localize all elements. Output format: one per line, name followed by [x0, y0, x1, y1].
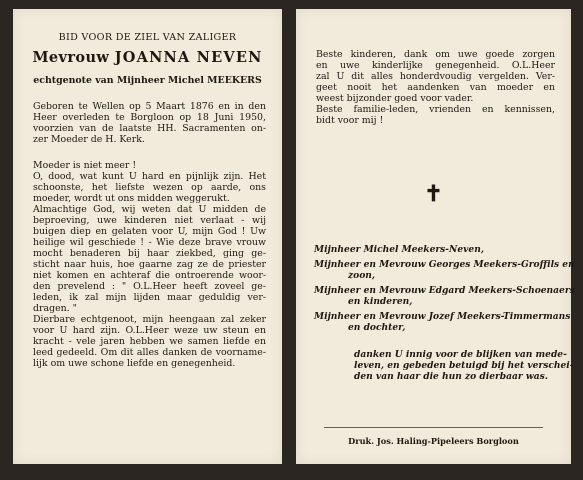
intro-line: Beste kinderen, dank om uwe goede zorgen: [316, 49, 555, 60]
thanks-line: danken U innig voor de blijken van mede-: [354, 349, 567, 360]
name-main: JOANNA NEVEN: [114, 49, 263, 66]
thanks-line: den van haar die hun zo dierbaar was.: [354, 371, 548, 382]
body-line: sticht naar huis, hoe gaarne zag ze de priester: [33, 259, 266, 270]
left-card: [13, 9, 282, 464]
birth-line: Geboren te Wellen op 5 Maart 1876 en in den: [33, 101, 266, 112]
body-line: mocht benaderen bij haar ziekbed, ging ge-: [33, 248, 266, 259]
body-line: schoonste, het liefste wezen op aarde, ons: [33, 182, 266, 193]
birth-line: zer Moeder de H. Kerk.: [33, 134, 145, 145]
family-line: en dochter,: [348, 322, 406, 333]
body-line: leed gedeeld. Om dit alles danken de voorname-: [33, 347, 266, 358]
body-line: heilige wil geschiede ! - Wie deze brave vrouw: [33, 237, 266, 248]
intro-line: geet nooit het aandenken van moeder en: [316, 82, 555, 93]
printer-credit: Druk. Jos. Haling-Pipeleers Borgloon: [348, 436, 519, 446]
cross-icon: ✝: [424, 181, 443, 207]
spouse-line: echtgenote van Mijnheer Michel MEEKERS: [33, 75, 262, 86]
body-line: Almachtige God, wij weten dat U midden de: [33, 204, 266, 215]
body-line: O, dood, wat kunt U hard en pijnlijk zijn. Het: [33, 171, 266, 182]
body-line: kracht - vele jaren hebben we samen liefde en: [33, 336, 266, 347]
intro-line: bidt voor mij !: [316, 115, 384, 126]
body-line: moeder, wordt ut ons midden weggerukt.: [33, 193, 230, 204]
body-line: beproeving, uwe kinderen niet verlaat - wij: [33, 215, 266, 226]
body-line: niet komen en achteraf die ontroerende woor-: [33, 270, 266, 281]
intro-line: zal U dit alles honderdvoudig vergelden. Ver-: [316, 71, 555, 82]
body-line: dragen. ": [33, 303, 77, 314]
birth-line: Heer overleden te Borgloon op 18 Juni 1950,: [33, 112, 266, 123]
body-line: lijk om uwe schone liefde en genegenheid.: [33, 358, 236, 369]
prayer-header: BID VOOR DE ZIEL VAN ZALIGER: [58, 32, 237, 43]
intro-line: en uwe kinderlijke genegenheid. O.L.Heer: [316, 60, 555, 71]
thanks-line: leven, en gebeden betuigd bij het verschei-: [354, 360, 574, 371]
intro-line: weest bijzonder goed voor vader.: [316, 93, 474, 104]
family-line: Mijnheer en Mevrouw Jozef Meekers-Timmermans: [314, 311, 571, 322]
family-line: zoon,: [348, 270, 376, 281]
intro-line: Beste familie-leden, vrienden en kennissen,: [316, 104, 555, 115]
body-line: leden, ik zal mijn lijden maar geduldig ver-: [33, 292, 266, 303]
family-line: Mijnheer en Mevrouw Georges Meekers-Groffils en: [314, 259, 575, 270]
body-line: den prevelend : " O.L.Heer heeft zoveel ge-: [33, 281, 266, 292]
body-line: buigen diep en gelaten voor U, mijn God ! Uw: [33, 226, 266, 237]
family-line: Mijnheer Michel Meekers-Neven,: [314, 244, 484, 255]
right-card-content: [306, 19, 575, 456]
name-prefix: Mevrouw: [32, 49, 110, 66]
left-card-content: [23, 19, 272, 456]
body-line: Dierbare echtgenoot, mijn heengaan zal zeker: [33, 314, 266, 325]
right-card: [296, 9, 575, 464]
body-line: voor U hard zijn. O.L.Heer weze uw steun en: [33, 325, 266, 336]
family-line: Mijnheer en Mevrouw Edgard Meekers-Schoenaers: [314, 285, 575, 296]
family-line: en kinderen,: [348, 296, 413, 307]
birth-line: voorzien van de laatste HH. Sacramenten on-: [33, 123, 266, 134]
body-line: Moeder is niet meer !: [33, 160, 137, 171]
divider: [324, 427, 543, 428]
deceased-name: [23, 49, 272, 66]
